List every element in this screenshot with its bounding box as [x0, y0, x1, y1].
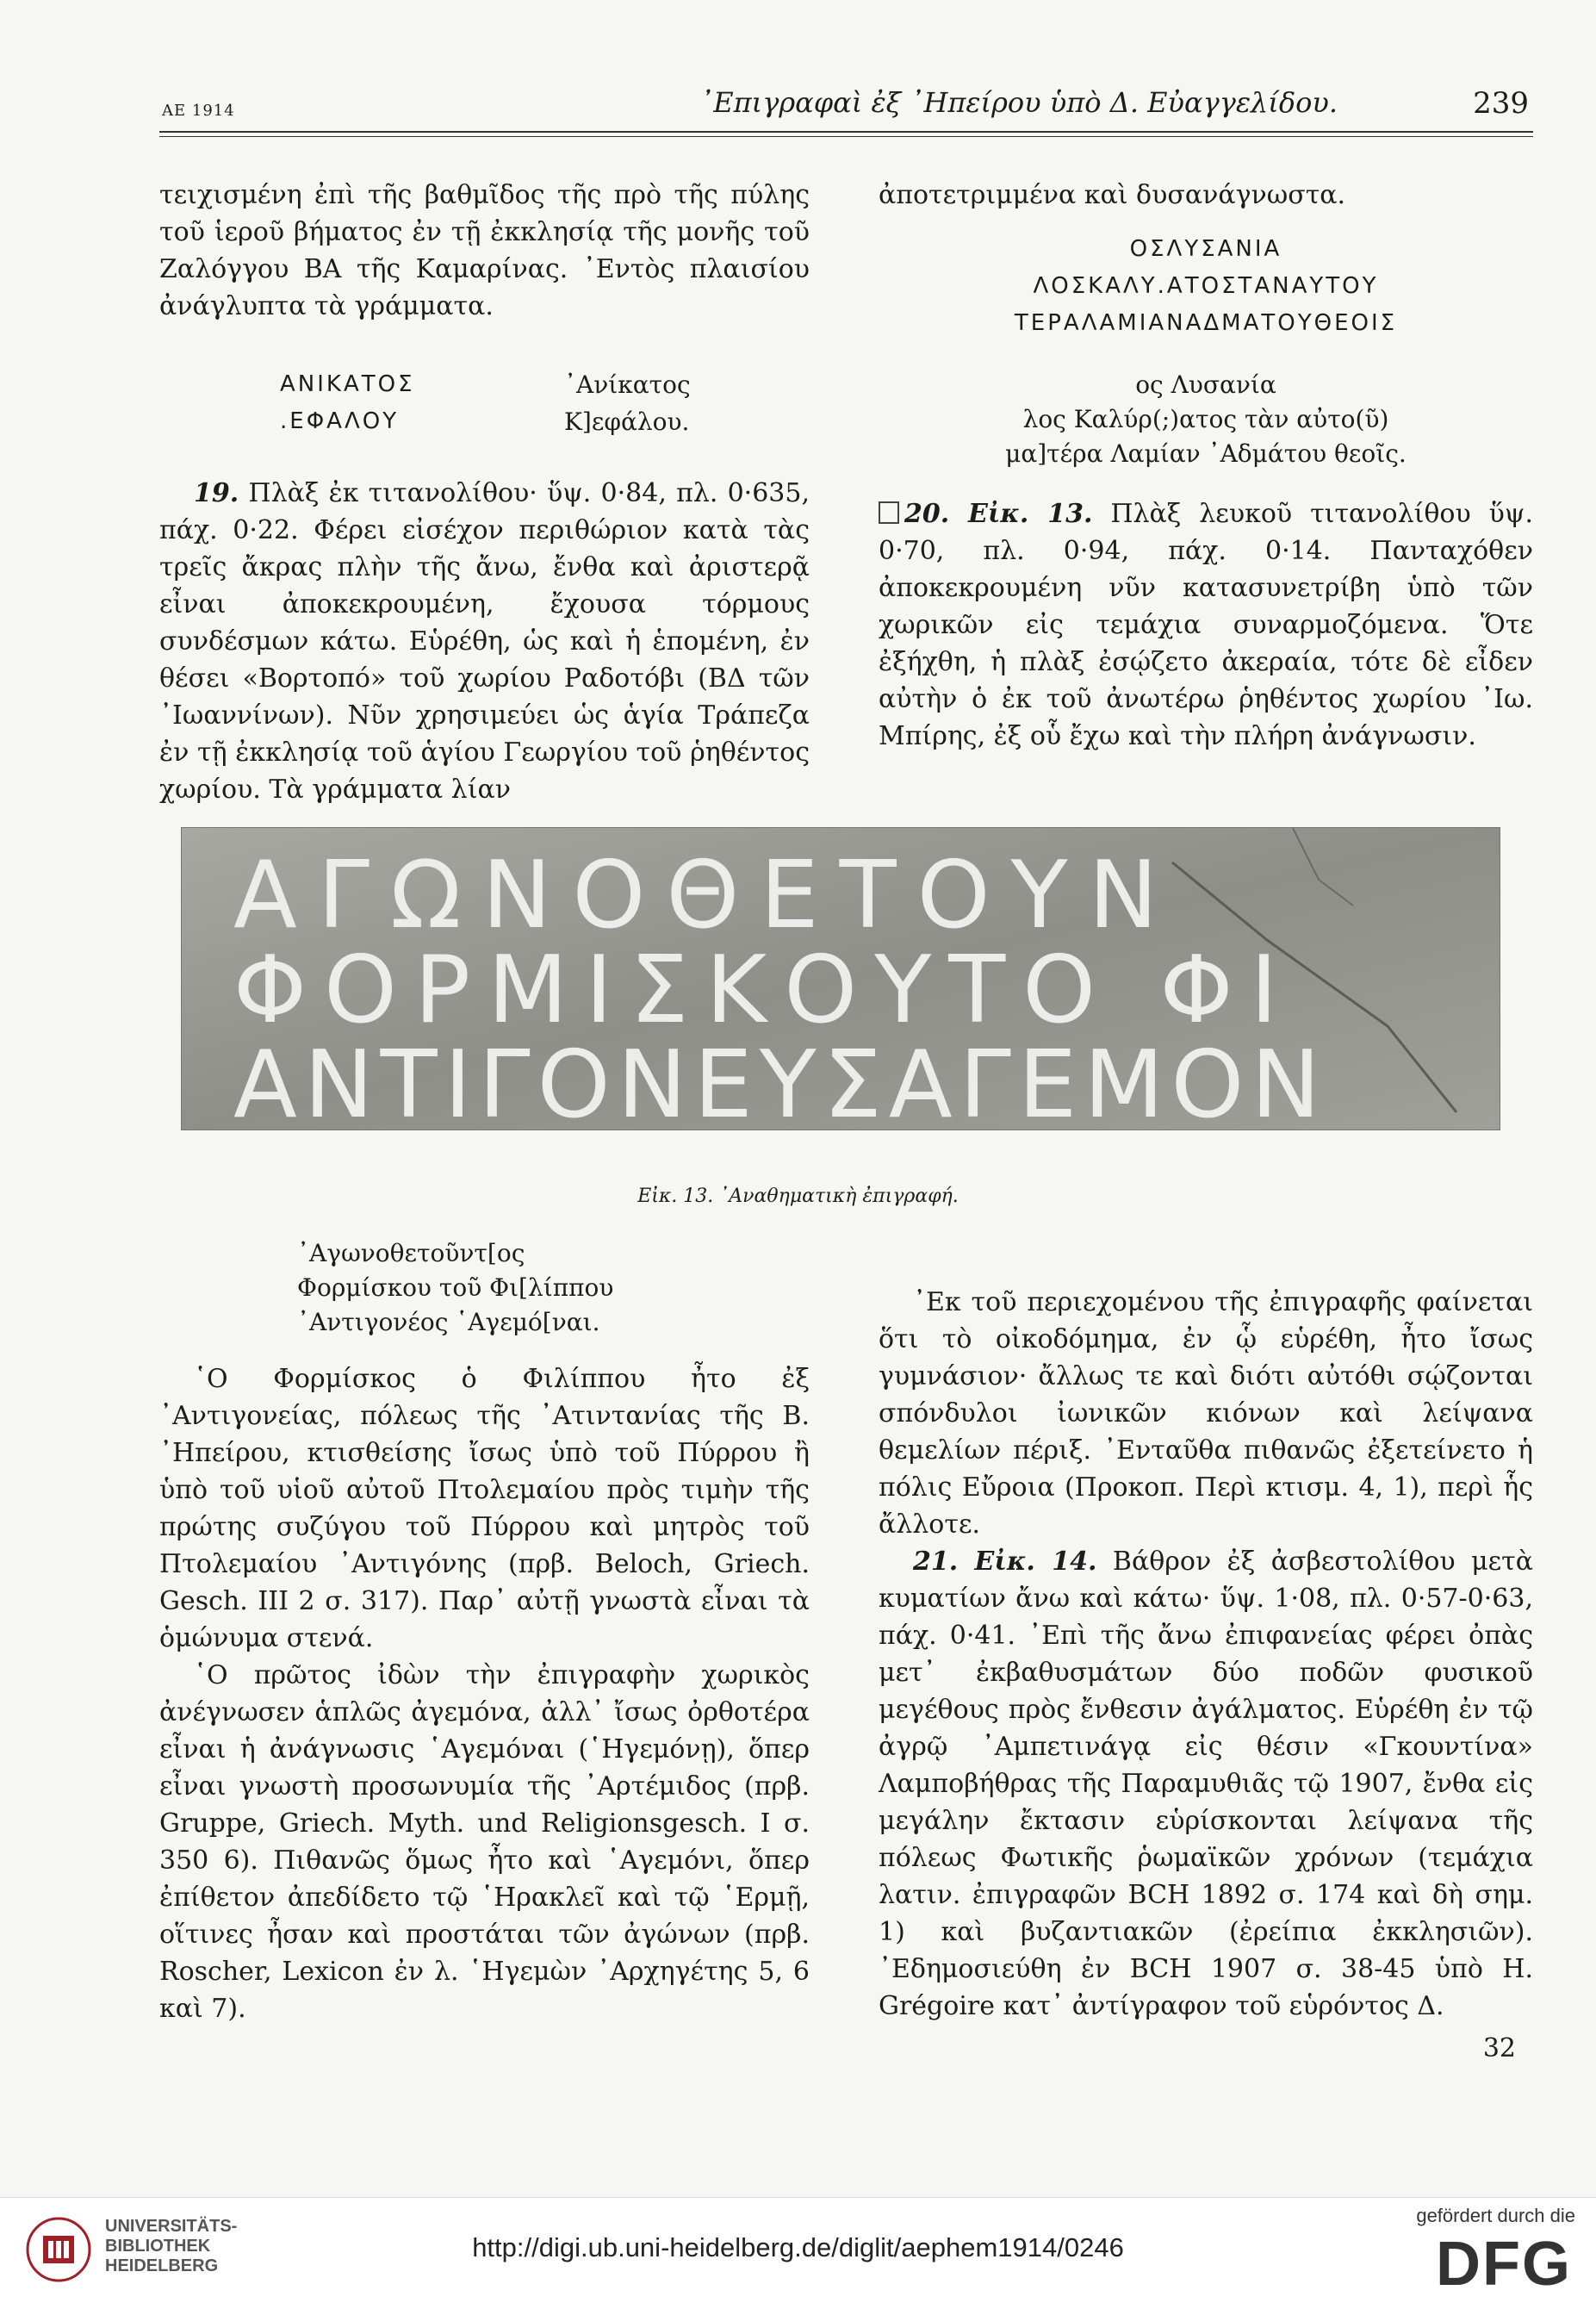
scan-marker-icon [879, 501, 899, 524]
inscription-line: ΛΟΣΚΑΛΥ.ΑΤΟΣΤΑΝΑΥΤΟΥ [1033, 273, 1379, 299]
transcription [159, 1236, 810, 1340]
paragraph [879, 495, 1533, 755]
entry-number: 20. Εἰκ. 13. [904, 499, 1093, 529]
funding-label: gefördert durch die [1416, 2205, 1575, 2226]
inscription-line: ΑΝΙΚΑΤΟΣ [280, 371, 415, 397]
permalink-url[interactable]: http://digi.ub.uni-heidelberg.de/diglit/aephem1914/0246 [472, 2232, 1124, 2262]
inscription-text [280, 366, 564, 440]
paragraph: ῾Ο Φορμίσκος ὁ Φιλίππου ἦτο ἐξ ᾿Αντιγονείας, πόλεως τῆς ᾿Ατιντανίας τῆς Β. ᾿Ηπείρου, κτισθείσης ἴσως ὑπὸ τοῦ Πύρρου ἢ ὑπὸ τοῦ υἱοῦ αὐτοῦ Πτολεμαίου πρὸς τιμὴν τῆς πρώτης συζύγου τοῦ Πύρρου καὶ μητρὸς τοῦ Πτολεμαίου ᾿Αντιγόνης (πρβ. Beloch, Griech. Gesch. III 2 σ. 317). Παρ᾿ αὐτῇ γνωστὰ εἶναι τὰ ὁμώνυμα στενά. [159, 1364, 810, 1653]
page-number: 239 [1473, 86, 1529, 121]
digitization-footer [0, 2197, 1596, 2309]
transcription [879, 368, 1533, 471]
paragraph [879, 1543, 1533, 2025]
journal-abbrev: ΑΕ 1914 [162, 102, 235, 120]
entry-number: 21. Εἰκ. 14. [913, 1547, 1097, 1577]
transcription-line: ος Λυσανία [1135, 370, 1276, 399]
left-column-top [159, 177, 810, 808]
entry-text: Πλὰξ ἐκ τιτανολίθου· ὕψ. 0·84, πλ. 0·635, πάχ. 0·22. Φέρει εἰσέχον περιθώριον κατὰ τὰς τρεῖς ἄκρας πλὴν τῆς ἄνω, ἔνθα καὶ ἀριστερᾷ εἶναι ἀποκεκρουμένη, ἔχουσα τόρμους συνδέσμων κάτω. Εὑρέθη, ὡς καὶ ἡ ἑπομένη, ἐν θέσει «Βορτοπό» τοῦ χωρίου Ραδοτόβι (ΒΔ τῶν ᾿Ιωαννίνων). Νῦν χρησιμεύει ὡς ἁγία Τράπεζα ἐν τῇ ἐκκλησίᾳ τοῦ ἁγίου Γεωργίου τοῦ ῥηθέντος χωρίου. Τὰ γράμματα λίαν [159, 478, 810, 805]
paragraph: ᾿Εκ τοῦ περιεχομένου τῆς ἐπιγραφῆς φαίνεται ὅτι τὸ οἰκοδόμημα, ἐν ᾧ εὑρέθη, ἦτο ἴσως γυμνάσιον· ἄλλως τε καὶ διότι αὐτόθι σῴζονται σπόνδυλοι ἰωνικῶν κιόνων καὶ λείψανα θεμελίων πέριξ. ᾿Ενταῦθα πιθανῶς ἐξετείνετο ἡ πόλις Εὔροια (Προκοπ. Περὶ κτισμ. 4, 1), περὶ ἧς ἄλλοτε. [879, 1287, 1533, 1540]
entry-text: Βάθρον ἐξ ἀσβεστολίθου μετὰ κυματίων ἄνω καὶ κάτω· ὕψ. 1·08, πλ. 0·57-0·63, πάχ. 0·41. ᾿Επὶ τῆς ἄνω ἐπιφανείας φέρει ὀπὰς μετ᾿ ἐκβαθυσμάτων δύο ποδῶν φυσικοῦ μεγέθους πρὸς ἔνθεσιν ἀγάλματος. Εὑρέθη ἐν τῷ ἀγρῷ ᾿Αμπετινάγᾳ εἰς θέσιν «Γκουντίνα» Λαμποβήθρας τῆς Παραμυθιᾶς τῷ 1907, ἔνθα εἰς μεγάλην ἔκτασιν εὑρίσκονται λείψανα τῆς πόλεως Φωτικῆς ῥωμαϊκῶν χρόνων (τεμάχια λατιν. ἐπιγραφῶν BCH 1892 σ. 174 καὶ δὴ σημ. 1) καὶ βυζαντιακῶν (ἐρείπια ἐκκλησιῶν). ᾿Εδημοσιεύθη ἐν BCH 1907 σ. 38-45 ὑπὸ H. Grégoire κατ᾿ ἀντίγραφον τοῦ εὑρόντος Δ. [879, 1547, 1533, 2021]
inscription-line: ΤΕΡΑΛΑΜΙΑΝΑΔΜΑΤΟΥΘΕΟΙΣ [1014, 310, 1398, 336]
inscription-stone-image [182, 828, 1500, 1130]
dfg-logo: DFG [1436, 2230, 1572, 2299]
library-name-line: HEIDELBERG [105, 2256, 219, 2275]
transcription-line: ᾿Αντιγονέος ῾Αγεμό[ναι. [297, 1308, 600, 1336]
transcription-line: λος Καλύρ(;)ατος τὰν αὐτο(ῦ) [1022, 405, 1389, 433]
transcription-line: ᾿Ανίκατος [564, 370, 691, 399]
inscription-19 [879, 231, 1533, 342]
transcription-line: μα]τέρα Λαμίαν ᾿Αδμάτου θεοῖς. [1005, 439, 1407, 468]
left-column-bottom [159, 1236, 810, 2027]
stone-line-1: ΑΓΩΝΟΘΕΤΟΥΝ [233, 842, 1179, 949]
inscription-18 [159, 366, 810, 440]
inscription-photo [181, 827, 1500, 1130]
transcription-line: Κ]εφάλου. [564, 408, 690, 436]
right-column-top [879, 177, 1533, 755]
stone-line-3: ΑΝΤΙΓΟΝΕΥΣΑΓΕΜΟΝ [233, 1031, 1328, 1130]
entry-number: 19. [194, 478, 239, 508]
paragraph [159, 475, 810, 808]
figure-caption: Εἰκ. 13. ᾿Αναθηματικὴ ἐπιγραφή. [637, 1186, 959, 1207]
inscription-line: ΟΣΛΥΣΑΝΙΑ [1129, 236, 1282, 262]
header-rule-thin [159, 136, 1533, 137]
transcription-line: Φορμίσκου τοῦ Φι[λίππου [297, 1273, 614, 1302]
library-name-line: BIBLIOTHEK [105, 2237, 211, 2256]
signature-mark: 32 [1482, 2033, 1516, 2063]
header-rule [159, 131, 1533, 133]
stone-line-2: ΦΟΡΜΙΣΚΟΥΤΟ ΦΙ [233, 937, 1295, 1044]
running-title: ᾿Επιγραφαὶ ἐξ ᾿Ηπείρου ὑπὸ Δ. Εὐαγγελίδου. [699, 86, 1338, 119]
right-column-bottom [879, 1284, 1533, 2067]
paragraph: ἀποτετριμμένα καὶ δυσανάγνωστα. [879, 180, 1346, 210]
transcription-line: ᾿Αγωνοθετοῦντ[ος [297, 1239, 525, 1267]
transcription [564, 366, 691, 440]
library-name-line: UNIVERSITÄTS- [105, 2217, 238, 2236]
entry-text: Πλὰξ λευκοῦ τιτανολίθου ὕψ. 0·70, πλ. 0·94, πάχ. 0·14. Πανταχόθεν ἀποκεκρουμένη νῦν κατασυνετρίβη ὑπὸ τῶν χωρικῶν εἰς τεμάχια συναρμοζόμενα. Ὅτε ἐξήχθη, ἡ πλὰξ ἐσῴζετο ἀκεραία, τότε δὲ εἶδεν αὐτὴν ὁ ἐκ τοῦ ἀνωτέρω ῥηθέντος χωρίου ᾿Ιω. Μπίρης, ἐξ οὗ ἔχω καὶ τὴν πλήρη ἀνάγνωσιν. [879, 499, 1533, 751]
paragraph: τειχισμένη ἐπὶ τῆς βαθμῖδος τῆς πρὸ τῆς πύλης τοῦ ἱεροῦ βήματος ἐν τῇ ἐκκλησίᾳ τῆς μονῆς τοῦ Ζαλόγγου ΒΑ τῆς Καμαρίνας. ᾿Εντὸς πλαισίου ἀνάγλυπτα τὰ γράμματα. [159, 180, 810, 321]
inscription-line: .ΕΦΑΛΟΥ [280, 408, 400, 434]
paragraph: ῾Ο πρῶτος ἰδὼν τὴν ἐπιγραφὴν χωρικὸς ἀνέγνωσεν ἁπλῶς ἀγεμόνα, ἀλλ᾿ ἴσως ὀρθοτέρα εἶναι ἡ ἀνάγνωσις ῾Αγεμόναι (῾Ηγεμόνῃ), ὅπερ εἶναι γνωστὴ προσωνυμία τῆς ᾿Αρτέμιδος (πρβ. Gruppe, Griech. Myth. und Religionsgesch. I σ. 350 6). Πιθανῶς ὅμως ἦτο καὶ ῾Αγεμόνι, ὅπερ ἐπίθετον ἀπεδίδετο τῷ ῾Ηρακλεῖ καὶ τῷ ῾Ερμῇ, οἵτινες ἦσαν καὶ προστάται τῶν ἀγώνων (πρβ. Roscher, Lexicon ἐν λ. ῾Ηγεμὼν ᾿Αρχηγέτης 5, 6 καὶ 7). [159, 1660, 810, 2024]
